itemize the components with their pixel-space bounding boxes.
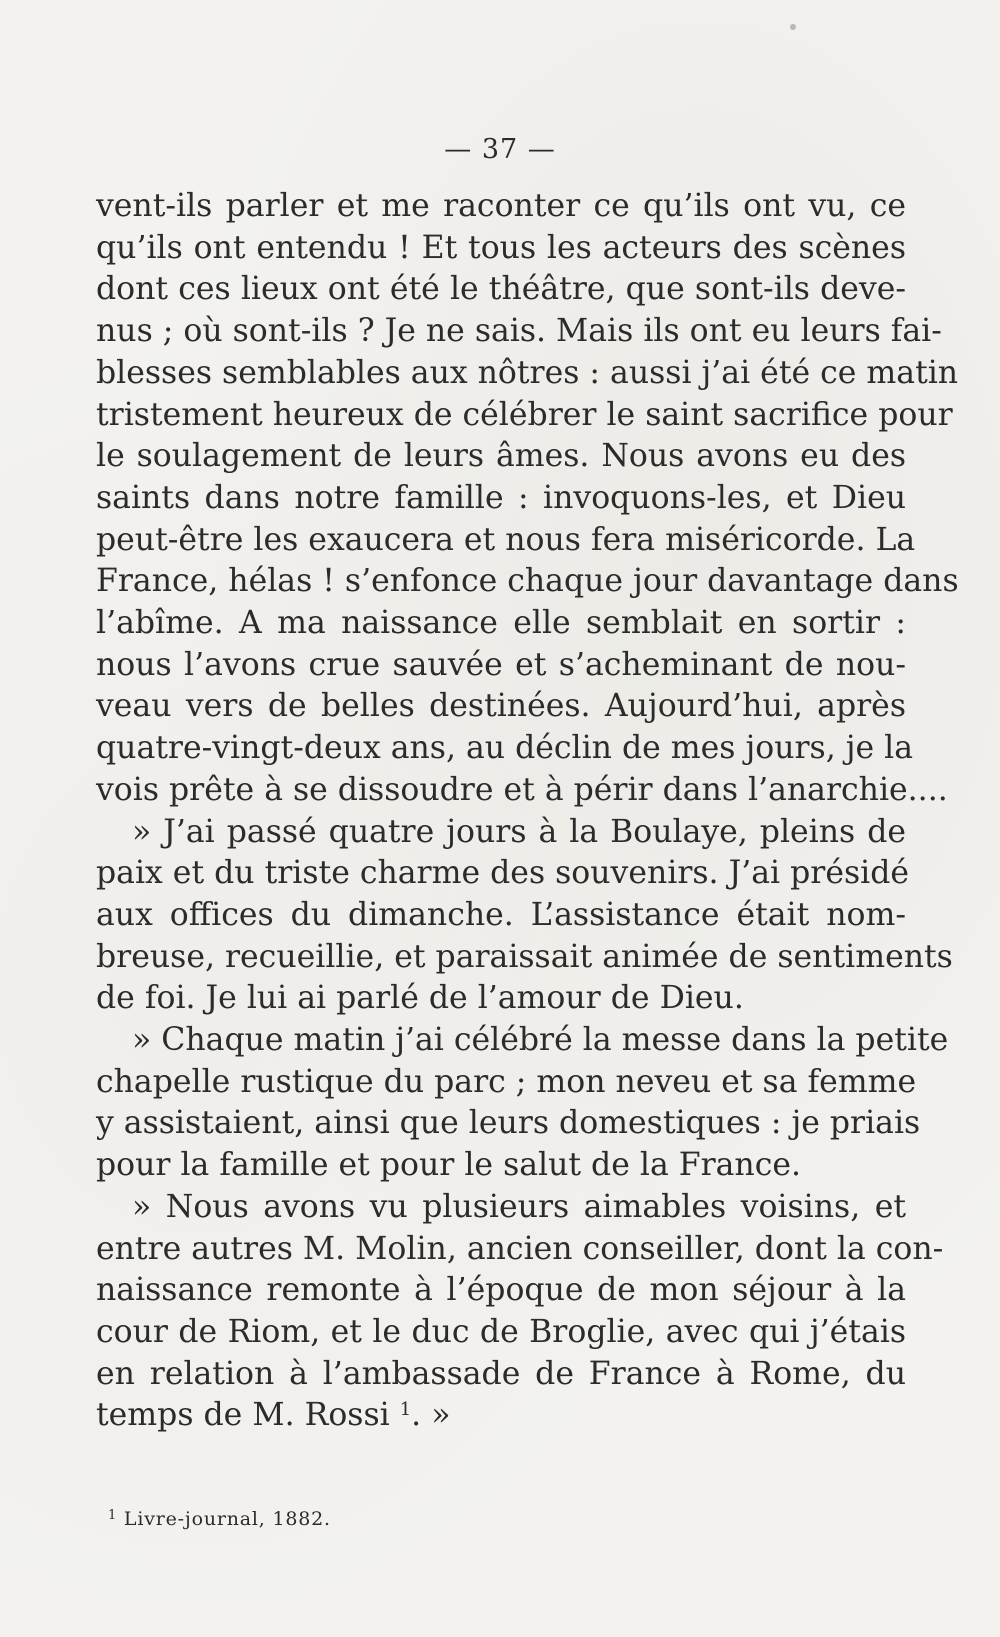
- text-line: breuse, recueillie, et paraissait animée de sentiments: [96, 938, 953, 975]
- text-line: pour la famille et pour le salut de la France.: [96, 1147, 802, 1184]
- text-line: qu’ils ont entendu ! Et tous les acteurs des scènes: [96, 229, 906, 266]
- text-line: cour de Riom, et le duc de Broglie, avec qui j’étais: [96, 1313, 906, 1350]
- text-line: quatre-vingt-deux ans, au déclin de mes jours, je la: [96, 730, 914, 767]
- text-line: en relation à l’ambassade de France à Rome, du: [96, 1355, 906, 1392]
- text-line: l’abîme. A ma naissance elle semblait en sortir :: [96, 605, 906, 642]
- text-line: de foi. Je lui ai parlé de l’amour de Dieu.: [96, 980, 744, 1017]
- text-line: peut-être les exaucera et nous fera miséricorde. La: [96, 521, 916, 558]
- text-line: dont ces lieux ont été le théâtre, que sont-ils deve-: [96, 271, 906, 308]
- footnote: [108, 1508, 331, 1530]
- text-line: paix et du triste charme des souvenirs. J’ai présidé: [96, 855, 910, 892]
- text-line: saints dans notre famille : invoquons-les, et Dieu: [96, 479, 906, 516]
- text-line: tristement heureux de célébrer le saint sacrifice pour: [96, 396, 953, 433]
- text-line: veau vers de belles destinées. Aujourd’hui, après: [96, 688, 906, 725]
- footnote-reference[interactable]: 1: [399, 1399, 412, 1421]
- text-line: » J’ai passé quatre jours à la Boulaye, pleins de: [132, 813, 906, 850]
- paper-spot: [790, 24, 796, 30]
- text-line: chapelle rustique du parc ; mon neveu et sa femme: [96, 1063, 917, 1100]
- text-line: blesses semblables aux nôtres : aussi j’ai été ce matin: [96, 354, 959, 391]
- text-line: nous l’avons crue sauvée et s’acheminant de nou-: [96, 646, 906, 683]
- text-line: » Chaque matin j’ai célébré la messe dans la petite: [132, 1022, 949, 1059]
- text-line: le soulagement de leurs âmes. Nous avons eu des: [96, 438, 906, 475]
- text-line-content: temps de M. Rossi: [96, 1397, 390, 1434]
- text-line: nus ; où sont-ils ? Je ne sais. Mais ils ont eu leurs fai-: [96, 313, 942, 350]
- text-line: y assistaient, ainsi que leurs domestiques : je priais: [96, 1105, 921, 1142]
- body-text: [96, 186, 959, 1437]
- text-line: entre autres M. Molin, ancien conseiller, dont la con-: [96, 1230, 944, 1267]
- footnote-marker: 1: [108, 1508, 118, 1523]
- text-line: naissance remonte à l’époque de mon séjour à la: [96, 1272, 906, 1309]
- text-line: aux offices du dimanche. L’assistance était nom-: [96, 896, 906, 933]
- footnote-text: Livre-journal, 1882.: [123, 1508, 331, 1530]
- text-line: vent-ils parler et me raconter ce qu’ils ont vu, ce: [96, 188, 906, 224]
- page-number: — 37 —: [444, 134, 556, 165]
- text-line: » Nous avons vu plusieurs aimables voisins, et: [132, 1188, 906, 1225]
- final-text-line: [96, 1395, 906, 1437]
- closing-quote: . »: [411, 1397, 451, 1434]
- text-line: France, hélas ! s’enfonce chaque jour davantage dans: [96, 563, 959, 600]
- text-line: vois prête à se dissoudre et à périr dans l’anarchie....: [96, 771, 948, 808]
